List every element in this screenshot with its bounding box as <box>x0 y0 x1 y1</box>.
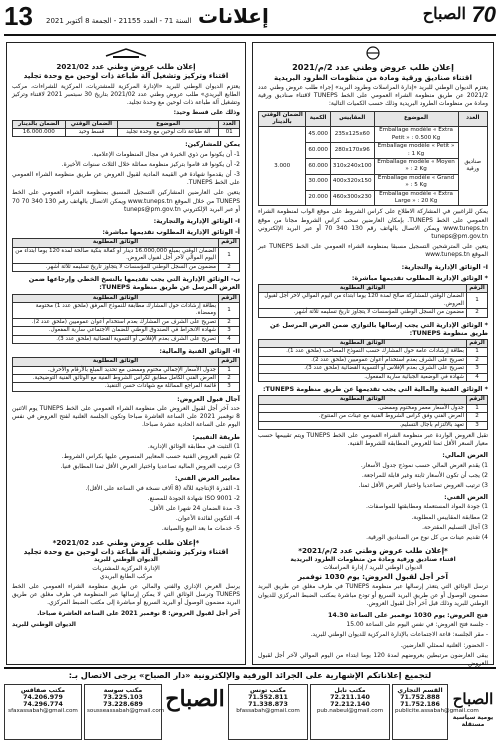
table-cell: Emballage modèle « Petit » : 1 Kg <box>374 143 458 159</box>
table-cell: 2 <box>219 318 240 326</box>
post-emblem-icon <box>258 46 488 60</box>
packaging-lot-table <box>258 111 488 207</box>
table-cell: شهادة الانخراط في الصندوق الوطني للضمان الاجتماعي سارية المفعول. <box>13 327 219 335</box>
tender-notice-right <box>252 42 494 665</box>
table-cell: 60.000 <box>306 143 331 159</box>
contact-phone: 71.752.186 <box>400 701 440 708</box>
table-cell: Emballage modèle « Grand » : 5 Kg <box>374 174 458 190</box>
logo-name: الصباح <box>422 4 466 23</box>
table-cell: Emballage modèle « Extra Petit » : 0.500 Kg <box>374 127 458 143</box>
table-row <box>259 127 488 143</box>
contact-email[interactable]: bfassabah@gmail.com <box>236 708 300 714</box>
intro-text: يعتزم الديوان الوطني للبريد «الإدارة المركزية للمشتريات، المركزية للشراءات، مركب الطابع البريدي» طلب عروض وطني عدد 2021/02 بتاريخ 30 سبتمبر 2021 لاقتناء وتركيز وتشغيل آلة طباعة ذات لوحين مع وحدة تجليد. <box>12 82 240 107</box>
table-cell: العرض الفني وفق كراس الشروط الفنية مع عينات من المنتوج. <box>259 413 467 421</box>
contact-phone: 71.338.873 <box>248 701 288 708</box>
table-cell: قسط وحيد <box>65 129 117 137</box>
footer-logo-name: الصباح <box>165 686 225 712</box>
page-number: 13 <box>4 1 33 31</box>
receipt-text: ترسل الوثائق التي يتعذر إرسالها عبر منظومة TUNEPS في ظرف مغلق عن طريق البريد مضمون الوصول أو عن طريق البريد السريع أو تودع مباشرة بمكتب الضبط المركزي للديوان الوطني للبريد وذلك قبل آخر أجل لقبول العروض. <box>258 583 488 607</box>
table-header: الوثائق المطلوبة <box>13 294 219 302</box>
header-rule <box>4 34 496 36</box>
table-cell: 3 <box>219 327 240 335</box>
announcement-subtitle: اقتناء وتركيز وتشغيل آلة طباعة ذات لوحين مع وحدة تجليد <box>23 547 229 557</box>
table-cell: تصريح على الشرف بعدم الإفلاس أو التسوية القضائية (ملحق عدد 3). <box>13 335 219 343</box>
table-cell: جدول الأسعار معمر ومختوم وممضى. <box>259 404 467 412</box>
eval-item: 3) ترتيب العروض المالية تصاعديا واختيار العرض الأقل ثمنا المطابق فنيا. <box>60 463 240 471</box>
session-item: - جلسة فتح العروض: في نفس اليوم على الساعة 15.00 <box>346 621 488 629</box>
section-title: إعلانات <box>198 4 269 28</box>
table-cell: بطاقة إرشادات حول المشارك مطابقة للنموذج المرفق (ملحق عدد 1) مختومة وممضاة. <box>13 302 219 318</box>
table-cell: مضمون من السجل الوطني للمؤسسات لا يتجاوز تاريخ تسليمه ثلاثة أشهر. <box>259 309 467 317</box>
table-row <box>13 302 240 318</box>
table-cell: 45.000 <box>306 127 331 143</box>
contact-phone: 71.352.811 <box>248 694 288 701</box>
call-title: إعلان طلب عروض وطني عدد 2/م/2021 <box>292 62 454 72</box>
table-cell: Emballage modèle « Moyen » : 2 Kg <box>374 158 458 174</box>
table-row <box>259 373 488 381</box>
footer-rule <box>4 667 496 669</box>
contact-phone: 72.212.140 <box>330 701 370 708</box>
table-row <box>13 374 240 382</box>
table-row <box>13 383 240 391</box>
call-title: إعلان طلب عروض وطني عدد 2021/02 <box>56 62 196 71</box>
table-cell: تصريح على الشرف من المشارك بعدم استخدام أعوان عموميين (ملحق عدد 2). <box>13 318 219 326</box>
section-subheading: * الوثائق الإدارية المطلوب تقديمها مباشرة: <box>351 273 488 282</box>
table-cell: 2 <box>219 374 240 382</box>
validity-note: يبقى العارضون مرتبطين بعروضهم لمدة 120 يوما ابتداء من اليوم الموالي لآخر أجل لقبول العروض. <box>258 651 488 667</box>
table-header: الوثائق المطلوبة <box>259 285 467 293</box>
admin-docs-table-2 <box>258 339 488 382</box>
table-cell: قائمة المراجع المماثلة مع شهادات حسن التنفيذ. <box>13 383 219 391</box>
supply-title: معايير العرض الفني: <box>175 474 240 483</box>
table-cell: 4 <box>467 373 488 381</box>
advertising-contact-footer <box>4 670 496 743</box>
deadline-text: حدد آخر أجل لقبول العروض على منظومة الشراء العمومي على الخط TUNEPS يوم الاثنين 8 نوفمبر 2021 على الساعة العاشرة صباحا وتكون الجلسة العلنية لفتح العروض في نفس اليوم على الساعة الحادية عشرة صباحا. <box>12 404 240 429</box>
table-cell: 3 <box>467 365 488 373</box>
table-cell: 2 <box>467 309 488 317</box>
table-row <box>13 247 240 263</box>
admin-docs-table <box>12 238 240 272</box>
announcement-deadline: آخر أجل لقبول العروض: 8 نوفمبر 2021 على الساعة العاشرة صباحا. <box>37 609 240 617</box>
table-cell: تصريح على الشرف بعدم الإفلاس أو التسوية القضائية (ملحق عدد 3). <box>259 365 467 373</box>
table-cell: جدول الأسعار الإجمالي مختوم وممضى مع تحديد المبلغ بالأرقام والأحرف. <box>13 366 219 374</box>
footer-brand-tagline: يومية سياسية مستقلة <box>452 714 494 728</box>
intro-text: يعتزم الديوان الوطني للبريد «إدارة المراسلات وطرود البريد» إجراء طلب عروض وطني عدد 2021/2 عن طريق منظومة الشراء العمومي على الخط TUNEPS لاقتناء صناديق ورقية ومادة من منظومات الطرود البريدية وذلك حسب الكميات التالية: <box>258 83 489 108</box>
session-title: فتح العروض: يوم 1030 نوفمبر على الساعة 14.30 <box>327 610 488 619</box>
table-cell: العرض الفني الكامل مطابق لكراس الشروط الفنية مع الوثائق الفنية التوضيحية. <box>13 374 219 382</box>
post-emblem-icon <box>12 46 240 60</box>
contact-phone: 74.206.979 <box>23 694 63 701</box>
table-cell: شهادة في الوضعية الجبائية سارية المفعول. <box>259 373 467 381</box>
technical-item: 1) جودة المواد المستعملة ومطابقتها للمواصفات. <box>366 503 488 511</box>
announcement-title: *إعلان طلب عروض وطني عدد 2021/02* <box>52 537 200 547</box>
financial-offer-title: العرض المالي: <box>442 451 488 460</box>
contact-office: مكتب نابل <box>334 687 366 694</box>
table-header: الرقم <box>219 358 240 366</box>
table-cell: بطاقة إرشادات عامة حول المشارك حسب النموذج المصاحب (ملحق عدد 1). <box>259 348 467 356</box>
table-row <box>259 309 488 317</box>
section-subheading: * الوثائق الإدارية التي يجب إرسالها بالتوازي ضمن العرض المرسل عن طريق منظومة TUNEPS: <box>269 320 488 337</box>
admin-docs-table-2 <box>12 294 240 344</box>
announcement-text: يرسل العرض الإداري والفني والمالي عن طريق منظومة الشراء العمومي على الخط TUNEPS وترسل الوثائق التي لا يمكن إرسالها عبر المنظومة في ظرف مغلق عن طريق البريد مضمون الوصول أو البريد السريع أو مباشرة إلى مكتب الضبط المركزي. <box>12 583 240 607</box>
table-header: الوثائق المطلوبة <box>13 358 219 366</box>
section-subheading: أ- الوثائق الإدارية المطلوب تقديمها مباشرة: <box>102 228 240 237</box>
table-header: الموضوع <box>374 111 458 127</box>
announcement-signature: الديوان الوطني للبريد <box>12 620 76 628</box>
table-cell: الضمان الوقتي للمشاركة صالح لمدة 120 يوما ابتداء من اليوم الموالي لآخر أجل لقبول العروض. <box>259 293 467 309</box>
newspaper-logo <box>410 2 496 30</box>
contact-box-sfax <box>4 684 82 740</box>
contact-phone: 72.211.140 <box>330 694 370 701</box>
table-cell: 3 <box>467 421 488 429</box>
session-item: - مقر الجلسة: قاعة الاجتماعات بالإدارة المركزية للديوان الوطني للبريد. <box>310 631 488 639</box>
technical-offer-title: العرض الفني: <box>444 493 488 502</box>
admin-docs-table <box>258 284 488 318</box>
tech-docs-table <box>258 395 488 430</box>
contact-office: مكتب سوسة <box>103 687 143 694</box>
table-cell: 400x320x150 <box>330 174 374 190</box>
lot-header: الموضوع <box>118 120 219 128</box>
table-header: الكمية <box>306 111 331 127</box>
registration-text: يتعين على المترشحين التسجيل مسبقا بمنظومة الشراء العمومي على الخط TUNEPS عبر الموقع www.tuneps.tn <box>258 243 489 259</box>
contact-phone: 73.225.103 <box>103 694 143 701</box>
contact-phone: 73.228.689 <box>103 701 143 708</box>
contact-box-nabeul <box>310 684 390 740</box>
technical-item: 3) آجال التسليم المقترحة. <box>422 523 488 531</box>
eval-item: 1) التثبت في مطابقة الوثائق الإدارية. <box>147 442 240 450</box>
supply-item: 3- مدة الضمان 24 شهرا على الأقل. <box>149 505 240 512</box>
financial-item: 2) يجب أن تكون الأسعار ثابتة وغير قابلة للمراجعة. <box>361 471 488 479</box>
condition-item: 3- أن يقدموا شهادة في القيمة المادية لقبول العروض عن طريق منظومة الشراء العمومي على الخط TUNEPS. <box>12 171 240 187</box>
session-item: - الحضور: العلنية لممثلي العارضين. <box>400 641 488 649</box>
table-header: الوثائق المطلوبة <box>259 340 467 348</box>
deadline-title: آجال قبول العروض: <box>177 394 240 403</box>
table-cell: 1 <box>467 293 488 309</box>
table-header: الرقم <box>467 340 488 348</box>
receipt-dept: الديوان الوطني للبريد / إدارة المراسلات <box>323 563 423 571</box>
contact-phone: 74.296.774 <box>23 701 63 708</box>
table-cell: 3.000 <box>259 127 306 206</box>
table-row <box>259 348 488 356</box>
table-row <box>259 404 488 412</box>
receipt-deadline: آخر أجل لقبول العروض: يوم 1030 نوفمبر <box>297 571 449 581</box>
conditions-title: يمكن للمشاركين: <box>185 140 240 149</box>
logo-number: 70 <box>471 2 496 27</box>
table-cell: الضمان الوقتي بمبلغ 16.000,000 دينار أو كفالة بنكية صالحة لمدة 120 يوما ابتداء من اليوم الموالي لآخر أجل لقبول العروض. <box>13 247 219 263</box>
footer-brand-name: الصباح <box>452 690 494 708</box>
table-row <box>259 365 488 373</box>
table-cell: 16.000.000 <box>13 129 66 137</box>
table-cell: 20.000 <box>306 190 331 206</box>
page-header <box>0 0 500 34</box>
table-row <box>259 413 488 421</box>
table-header: الرقم <box>467 285 488 293</box>
table-row <box>13 263 240 271</box>
contact-email[interactable]: publicite.assabah@gmail.com <box>395 708 479 714</box>
table-cell: Emballage modèle « Extra Large » : 20 Kg <box>374 190 458 206</box>
table-row <box>13 366 240 374</box>
contact-office: القسم التجاري <box>397 687 443 694</box>
contact-email[interactable]: sousseassabah@gmail.com <box>87 708 165 714</box>
table-row <box>13 129 240 137</box>
table-header: الرقم <box>467 396 488 404</box>
table-row <box>13 335 240 343</box>
call-subtitle: اقتناء صناديق ورقية ومادة من منظومات الطرود البريدية <box>274 72 472 82</box>
instructions-text: يمكن للراغبين في المشاركة الاطلاع على كراس الشروط على موقع الواب لمنظومة الشراء العمومي على الخط TUNEPS. بإمكان العارضين سحب كراس الشروط مجانا من موقع www.tuneps.tn ويمكن الاتصال بالهاتف رقم 130 340 70 أو عبر البريد الإلكتروني tuneps@pm.gov.tn <box>258 208 488 240</box>
table-cell: 235x125x60 <box>330 127 374 143</box>
condition-item: 2- أن يكونوا قد قاموا بتركيز منظومة مماثلة خلال الثلاث سنوات الأخيرة. <box>61 160 240 168</box>
contact-box-tunis <box>228 684 308 740</box>
table-header: الضمان الوقتي بالدينار <box>259 111 306 127</box>
table-cell: 01 <box>219 129 240 137</box>
table-cell: 1 <box>467 404 488 412</box>
supply-item: 4- التكوين لفائدة الأعوان. <box>175 515 240 523</box>
section-heading: * الوثائق الفنية والمالية التي يجب تقديمها عن طريق منظومة TUNEPS: <box>262 385 488 394</box>
table-cell: 2 <box>467 356 488 364</box>
table-header: المقاييس <box>330 111 374 127</box>
contact-email[interactable]: pub.nabeul@gmail.com <box>316 708 384 714</box>
table-header: الوثائق المطلوبة <box>259 396 467 404</box>
table-row <box>259 356 488 364</box>
financial-item: 3) ترتيب العروض تصاعديا واختيار العرض الأقل ثمنا. <box>358 481 488 489</box>
table-cell: صناديق ورقية <box>458 127 487 206</box>
supply-item: 1- القدرة الإنتاجية للآلة (8 آلاف نسخة في الساعة على الأقل). <box>85 484 240 492</box>
contact-email[interactable]: sfaxassabah@gmail.com <box>8 708 78 714</box>
table-cell: 1 <box>219 247 240 263</box>
section-subheading: ب- الوثائق الإدارية التي يجب تقديمها بالنسخ الخطي وإرجاعها ضمن العرض المرسل عن طريق منظومة TUNEPS: <box>28 275 240 292</box>
section-heading: II- الوثائق الفنية والمالية: <box>159 346 240 355</box>
tech-docs-table <box>12 357 240 392</box>
section-heading: I- الوثائق الإدارية والتجارية: <box>401 262 488 271</box>
table-row <box>13 318 240 326</box>
table-cell: 2 <box>219 263 240 271</box>
lot-line: وذلك على قسط وحيد: <box>173 109 240 117</box>
lot-header: الضمان الوقتي <box>65 120 117 128</box>
tuneps-text: يتعين على العارضين المشاركين التسجيل المسبق بمنظومة الشراء العمومي على الخط TUNEPS من خلال الموقع www.tuneps.tn ويمكن الاتصال بالهاتف رقم 130 340 70 70 أو عبر البريد الإلكتروني tuneps@pm.gov.tn <box>12 189 240 213</box>
eval-item: 2) تقييم العروض الفنية حسب المعايير المنصوص عليها بكراس الشروط. <box>61 452 240 460</box>
table-cell: 2 <box>467 413 488 421</box>
table-row <box>259 421 488 429</box>
call-subtitle: اقتناء وتركيز وتشغيل آلة طباعة ذات لوحين مع وحدة تجليد <box>23 71 229 81</box>
table-cell: تعهد بالالتزام بآجال التسليم. <box>259 421 467 429</box>
table-header: العدد <box>458 111 487 127</box>
table-row <box>13 327 240 335</box>
table-cell: 280x170x96 <box>330 143 374 159</box>
condition-item: 1- أن يكونوا من ذوي الخبرة في مجال المنظومات الإعلامية. <box>91 150 240 158</box>
table-cell: 4 <box>219 335 240 343</box>
table-cell: 3 <box>219 383 240 391</box>
technical-item: 4) تقديم عينات من كل نوع من الصناديق الورقية. <box>366 533 488 541</box>
receipt-subtitle: اقتناء صناديق ورقية ومادة من منظومات الطرود البريدية <box>290 555 456 563</box>
table-header: الوثائق المطلوبة <box>13 239 219 247</box>
table-cell: تصريح على الشرف بعدم استخدام أعوان عموميين (ملحق عدد 2). <box>259 356 467 364</box>
table-cell: 60.000 <box>306 158 331 174</box>
announcement-line: مركب الطابع البريدي <box>99 572 153 580</box>
section-heading: I- الوثائق الإدارية والتجارية: <box>153 217 240 226</box>
table-cell: 310x240x100 <box>330 158 374 174</box>
table-cell: 1 <box>467 348 488 356</box>
contact-box-sousse <box>84 684 165 740</box>
technical-item: 2) مطابقة المقاييس المطلوبة. <box>411 513 488 521</box>
lot-header: الضمان بالدينار <box>13 120 66 128</box>
table-cell: مضمون من السجل الوطني للمؤسسات لا يتجاوز تاريخ تسليمه ثلاثة أشهر. <box>13 263 219 271</box>
table-cell: 30.000 <box>306 174 331 190</box>
lot-header: العدد <box>219 120 240 128</box>
supply-item: 5- خدمات ما بعد البيع والصيانة. <box>161 525 240 533</box>
table-header: الرقم <box>219 294 240 302</box>
footer-logo <box>164 684 226 740</box>
announcement-line: الإدارة المركزية للمشتريات <box>92 564 160 572</box>
issue-line: السنة 71 - العدد 21155 - الجمعة 8 أكتوبر 2021 <box>46 17 192 25</box>
table-row <box>259 293 488 309</box>
footer-title: لتجميع إعلاناتكم الإشهارية على الجرائد الورقية والإلكترونية «دار الصباح» يرجى الاتصال بـ: <box>68 670 432 680</box>
lot-table <box>12 120 240 138</box>
announcement-line: الديوان الوطني للبريد <box>94 556 158 564</box>
tender-notice-left <box>6 42 246 665</box>
table-cell: آلة طباعة ذات لوحين مع وحدة تجليد <box>118 129 219 137</box>
supply-item: 2- ISO 9001 شهادة الجودة للمصنع. <box>147 494 240 502</box>
table-cell: 460x300x230 <box>330 190 374 206</box>
contact-office: مكتب صفاقس <box>20 687 66 694</box>
contact-phone: 71.752.888 <box>400 694 440 701</box>
table-cell: 1 <box>219 302 240 318</box>
financial-item: 1) يقدم العرض المالي حسب نموذج جدول الأسعار. <box>360 461 488 469</box>
footer-brand <box>450 684 496 740</box>
evaluation-note: تقبل العروض الواردة عبر منظومة الشراء العمومي على الخط TUNEPS ويتم تقييمها حسب معيار السعر الأقل ثمنا للعروض المطابقة للشروط الفنية. <box>258 431 488 448</box>
contact-office: مكتب تونس <box>250 687 286 694</box>
eval-title: طريقة التقييم: <box>192 432 240 441</box>
table-cell: 1 <box>219 366 240 374</box>
table-header: الرقم <box>219 239 240 247</box>
receipt-title: *إعلان طلب عروض وطني عدد 2/م/2021* <box>298 546 448 556</box>
